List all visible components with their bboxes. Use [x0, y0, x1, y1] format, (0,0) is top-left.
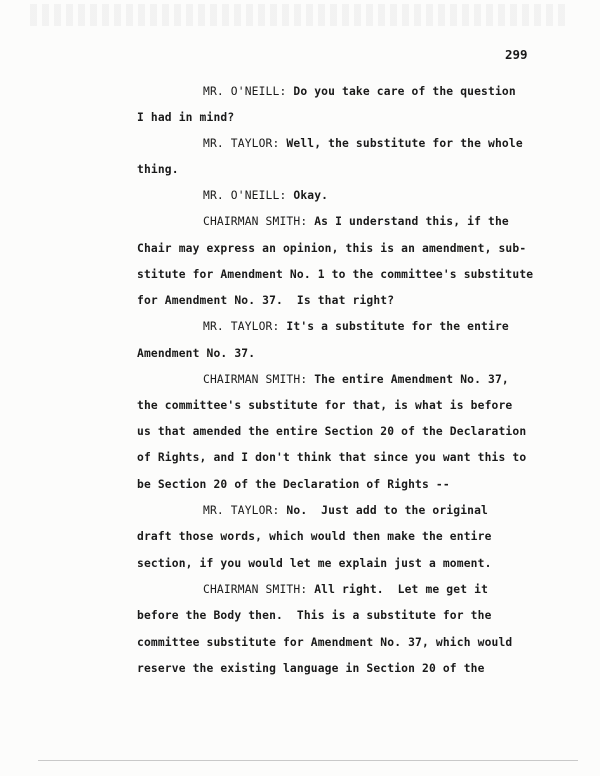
line-text: us that amended the entire Section 20 of the Declaration	[137, 425, 527, 438]
speaker-label: CHAIRMAN SMITH:	[203, 215, 308, 228]
line-text: All right. Let me get it	[307, 583, 489, 596]
line-text: The entire Amendment No. 37,	[307, 373, 509, 386]
transcript-line	[137, 111, 234, 124]
line-text: section, if you would let me explain just a moment.	[137, 557, 492, 570]
transcript-line	[137, 425, 526, 438]
line-text: Amendment No. 37.	[137, 347, 256, 360]
line-text: Okay.	[286, 189, 329, 202]
line-text: It's a substitute for the entire	[279, 320, 509, 333]
transcript-line	[137, 399, 512, 412]
line-text: for Amendment No. 37. Is that right?	[137, 294, 395, 307]
transcript-line	[137, 636, 512, 649]
transcript-line	[137, 557, 492, 570]
speaker-label: CHAIRMAN SMITH:	[203, 373, 308, 386]
transcript-line	[203, 320, 509, 333]
transcript-line	[137, 268, 533, 281]
line-text: I had in mind?	[137, 111, 235, 124]
line-text: of Rights, and I don't think that since you want this to	[137, 451, 527, 464]
line-text: be Section 20 of the Declaration of Rights --	[137, 478, 450, 491]
transcript-line	[203, 137, 523, 150]
transcript-line	[203, 504, 488, 517]
transcript-line	[137, 242, 526, 255]
transcript-line	[137, 478, 450, 491]
transcript-line	[137, 662, 485, 675]
transcript-line	[137, 347, 255, 360]
transcript-line	[137, 294, 394, 307]
line-text: Chair may express an opinion, this is an amendment, sub-	[137, 242, 527, 255]
speaker-label: CHAIRMAN SMITH:	[203, 583, 308, 596]
transcript-line	[203, 215, 509, 228]
transcript-line	[203, 189, 328, 202]
line-text: stitute for Amendment No. 1 to the committee's substitute	[137, 268, 534, 281]
transcript-line	[203, 373, 509, 386]
page-bottom-edge	[38, 760, 578, 761]
line-text: As I understand this, if the	[307, 215, 509, 228]
speaker-label: MR. O'NEILL:	[203, 85, 287, 98]
line-text: draft those words, which would then make the entire	[137, 530, 492, 543]
line-text: No. Just add to the original	[279, 504, 489, 517]
line-text: Well, the substitute for the whole	[279, 137, 523, 150]
line-text: reserve the existing language in Section 20 of the	[137, 662, 485, 675]
bleed-through-text	[30, 4, 570, 26]
transcript-line	[137, 530, 492, 543]
transcript-line	[137, 451, 526, 464]
speaker-label: MR. TAYLOR:	[203, 504, 280, 517]
transcript-line	[137, 163, 179, 176]
line-text: the committee's substitute for that, is what is before	[137, 399, 513, 412]
transcript-line	[203, 583, 488, 596]
transcript-line	[137, 609, 492, 622]
line-text: before the Body then. This is a substitute for the	[137, 609, 492, 622]
line-text: committee substitute for Amendment No. 37, which would	[137, 636, 513, 649]
line-text: Do you take care of the question	[286, 85, 516, 98]
speaker-label: MR. TAYLOR:	[203, 320, 280, 333]
speaker-label: MR. TAYLOR:	[203, 137, 280, 150]
transcript-line	[203, 85, 516, 98]
page-number: 299	[505, 47, 528, 62]
speaker-label: MR. O'NEILL:	[203, 189, 287, 202]
line-text: thing.	[137, 163, 179, 176]
